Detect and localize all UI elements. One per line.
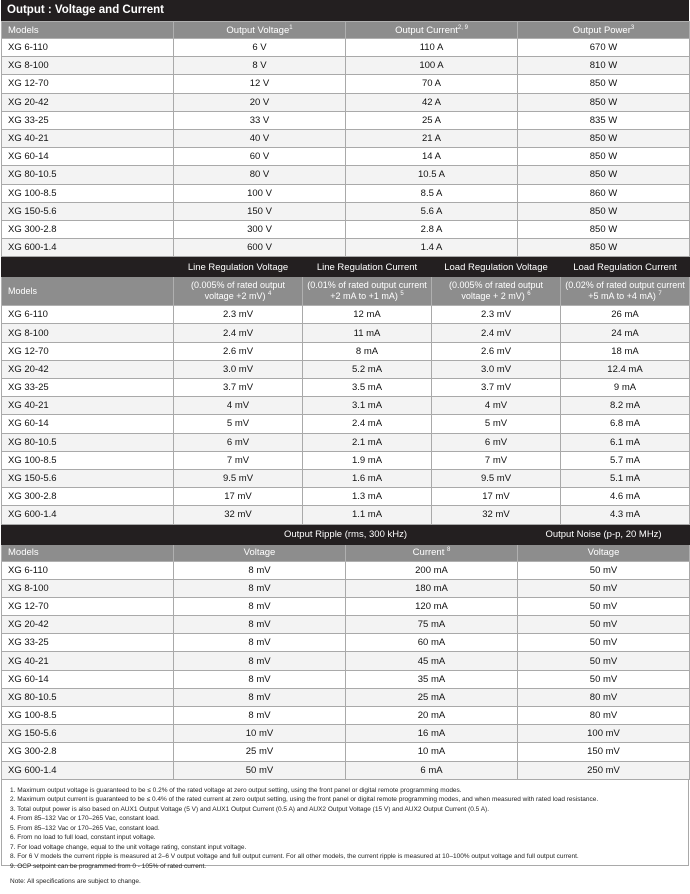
value-cell: 25 mA — [346, 688, 518, 706]
value-cell: 17 mV — [432, 488, 561, 506]
model-name-cell: XG 300-2.8 — [2, 488, 174, 506]
value-cell: 100 V — [174, 184, 346, 202]
model-name-cell: XG 12-70 — [2, 342, 174, 360]
value-cell: 50 mV — [518, 561, 690, 579]
model-name-cell: XG 6-110 — [2, 39, 174, 57]
value-cell: 33 V — [174, 111, 346, 129]
value-cell: 25 A — [346, 111, 518, 129]
model-name-cell: XG 6-110 — [2, 561, 174, 579]
value-cell: 1.3 mA — [303, 488, 432, 506]
value-cell: 835 W — [518, 111, 690, 129]
value-cell: 75 mA — [346, 616, 518, 634]
value-cell: 850 W — [518, 239, 690, 257]
table-row — [2, 761, 690, 779]
footnote: 6. From no load to full load, constant input voltage. — [10, 834, 156, 842]
spec-sheet — [1, 0, 689, 886]
col-header-output-voltage: Output Voltage$^1$ — [174, 22, 346, 39]
value-cell: 2.8 A — [346, 220, 518, 238]
value-cell: 120 mA — [346, 597, 518, 615]
value-cell: 200 mA — [346, 561, 518, 579]
col-header-output-current: Output Current$^{2, 9}$ — [346, 22, 518, 39]
value-cell: 10 mA — [346, 743, 518, 761]
value-cell: 5 mV — [174, 415, 303, 433]
footnote-list — [10, 786, 680, 872]
col-header-line-reg-voltage-spec: (0.005% of rated output voltage +2 mV) $^4$ — [174, 277, 303, 306]
value-cell: 850 W — [518, 93, 690, 111]
col-header-load-reg-voltage-spec: (0.005% of rated output voltage + 2 mV) $^6$ — [432, 277, 561, 306]
model-name-cell: XG 40-21 — [2, 652, 174, 670]
value-cell: 4.3 mA — [561, 506, 690, 524]
value-cell: 12 V — [174, 75, 346, 93]
value-cell: 860 W — [518, 184, 690, 202]
ripple-noise-table — [1, 525, 690, 780]
value-cell: 7 mV — [174, 451, 303, 469]
value-cell: 50 mV — [518, 597, 690, 615]
table-row — [2, 360, 690, 378]
table-header-row — [2, 22, 690, 39]
table-row — [2, 379, 690, 397]
col-header-models: Models — [2, 277, 174, 306]
model-name-cell: XG 60-14 — [2, 670, 174, 688]
value-cell: 8 mV — [174, 670, 346, 688]
value-cell: 850 W — [518, 148, 690, 166]
value-cell: 8.5 A — [346, 184, 518, 202]
model-name-cell: XG 80-10.5 — [2, 688, 174, 706]
value-cell: 50 mV — [518, 670, 690, 688]
model-name-cell: XG 33-25 — [2, 379, 174, 397]
col-header-line-reg-current-spec: (0.01% of rated output current +2 mA to +1 mA) $^5$ — [303, 277, 432, 306]
footnote: 1. Maximum output voltage is guaranteed to be ≤ 0.2% of the rated voltage at zero output setting, using the front panel or digital remote programming modes. — [10, 786, 462, 794]
value-cell: 3.7 mV — [432, 379, 561, 397]
value-cell: 12 mA — [303, 306, 432, 324]
value-cell: 600 V — [174, 239, 346, 257]
value-cell: 8 mV — [174, 688, 346, 706]
table-row — [2, 616, 690, 634]
group-header-output-ripple: Output Ripple (rms, 300 kHz) — [174, 525, 518, 544]
value-cell: 50 mV — [518, 652, 690, 670]
value-cell: 250 mV — [518, 761, 690, 779]
value-cell: 3.0 mV — [432, 360, 561, 378]
value-cell: 24 mA — [561, 324, 690, 342]
value-cell: 5.6 A — [346, 202, 518, 220]
model-name-cell: XG 33-25 — [2, 111, 174, 129]
value-cell: 810 W — [518, 57, 690, 75]
value-cell: 12.4 mA — [561, 360, 690, 378]
table-row — [2, 506, 690, 524]
value-cell: 50 mV — [518, 634, 690, 652]
table-row — [2, 707, 690, 725]
table-row — [2, 324, 690, 342]
footnote: 9. OCP setpoint can be programmed from 0 - 105% of rated current. — [10, 862, 207, 870]
value-cell: 25 mV — [174, 743, 346, 761]
value-cell: 20 V — [174, 93, 346, 111]
value-cell: 10.5 A — [346, 166, 518, 184]
model-name-cell: XG 150-5.6 — [2, 725, 174, 743]
footnote: 3. Total output power is also based on AUX1 Output Voltage (5 V) and AUX1 Output Current (0.5 A) and AUX2 Output Voltage (15 V) and AUX2 Output Current (0.5 A). — [10, 805, 490, 813]
value-cell: 4.6 mA — [561, 488, 690, 506]
model-name-cell: XG 150-5.6 — [2, 469, 174, 487]
model-name-cell: XG 600-1.4 — [2, 761, 174, 779]
value-cell: 300 V — [174, 220, 346, 238]
footnote: 2. Maximum output current is guaranteed to be ≤ 0.4% of the rated current at zero output setting, using the front panel or digital remote programming modes, and when measured with rated load resistance. — [10, 796, 599, 804]
specification-note: Note: All specifications are subject to change. — [10, 878, 141, 886]
table-row — [2, 166, 690, 184]
model-name-cell: XG 40-21 — [2, 397, 174, 415]
value-cell: 21 A — [346, 129, 518, 147]
group-header-line-reg-voltage: Line Regulation Voltage — [174, 258, 303, 277]
value-cell: 26 mA — [561, 306, 690, 324]
value-cell: 32 mV — [174, 506, 303, 524]
value-cell: 4 mV — [432, 397, 561, 415]
value-cell: 60 mA — [346, 634, 518, 652]
value-cell: 6 mV — [432, 433, 561, 451]
model-name-cell: XG 40-21 — [2, 129, 174, 147]
model-name-cell: XG 80-10.5 — [2, 166, 174, 184]
section-title: Output : Voltage and Current — [1, 0, 689, 21]
value-cell: 5.1 mA — [561, 469, 690, 487]
value-cell: 850 W — [518, 166, 690, 184]
value-cell: 80 mV — [518, 707, 690, 725]
value-cell: 3.0 mV — [174, 360, 303, 378]
table-row — [2, 93, 690, 111]
value-cell: 11 mA — [303, 324, 432, 342]
value-cell: 150 V — [174, 202, 346, 220]
col-header-models: Models — [2, 22, 174, 39]
value-cell: 100 A — [346, 57, 518, 75]
model-name-cell: XG 12-70 — [2, 597, 174, 615]
model-name-cell: XG 20-42 — [2, 616, 174, 634]
table-row — [2, 451, 690, 469]
table-row — [2, 184, 690, 202]
value-cell: 3.7 mV — [174, 379, 303, 397]
value-cell: 1.4 A — [346, 239, 518, 257]
value-cell: 6.1 mA — [561, 433, 690, 451]
model-name-cell: XG 300-2.8 — [2, 220, 174, 238]
table-row — [2, 634, 690, 652]
model-name-cell: XG 150-5.6 — [2, 202, 174, 220]
col-header-noise-voltage: Voltage — [518, 544, 690, 561]
value-cell: 9.5 mV — [174, 469, 303, 487]
value-cell: 35 mA — [346, 670, 518, 688]
value-cell: 80 mV — [518, 688, 690, 706]
value-cell: 3.5 mA — [303, 379, 432, 397]
table-row — [2, 597, 690, 615]
table-row — [2, 561, 690, 579]
model-name-cell: XG 60-14 — [2, 415, 174, 433]
group-header-load-reg-current: Load Regulation Current — [561, 258, 690, 277]
col-header-load-reg-current-spec: (0.02% of rated output current +5 mA to +4 mA) $^7$ — [561, 277, 690, 306]
table-row — [2, 239, 690, 257]
value-cell: 670 W — [518, 39, 690, 57]
footnote: 7. For load voltage change, equal to the unit voltage rating, constant input voltage. — [10, 843, 247, 851]
col-header-models: Models — [2, 544, 174, 561]
table-body — [2, 561, 690, 779]
model-name-cell: XG 100-8.5 — [2, 707, 174, 725]
value-cell: 6.8 mA — [561, 415, 690, 433]
value-cell: 42 A — [346, 93, 518, 111]
output-voltage-current-table — [1, 21, 690, 257]
model-name-cell: XG 12-70 — [2, 75, 174, 93]
col-header-output-power: Output Power$^3$ — [518, 22, 690, 39]
table-body — [2, 306, 690, 524]
value-cell: 2.6 mV — [174, 342, 303, 360]
table-row — [2, 415, 690, 433]
value-cell: 18 mA — [561, 342, 690, 360]
value-cell: 9.5 mV — [432, 469, 561, 487]
value-cell: 40 V — [174, 129, 346, 147]
table-row — [2, 725, 690, 743]
col-header-ripple-voltage: Voltage — [174, 544, 346, 561]
value-cell: 20 mA — [346, 707, 518, 725]
model-name-cell: XG 300-2.8 — [2, 743, 174, 761]
table-row — [2, 75, 690, 93]
value-cell: 45 mA — [346, 652, 518, 670]
model-name-cell: XG 80-10.5 — [2, 433, 174, 451]
value-cell: 2.4 mA — [303, 415, 432, 433]
model-name-cell: XG 100-8.5 — [2, 451, 174, 469]
value-cell: 180 mA — [346, 579, 518, 597]
value-cell: 850 W — [518, 202, 690, 220]
value-cell: 850 W — [518, 220, 690, 238]
table-row — [2, 397, 690, 415]
regulation-table — [1, 257, 690, 524]
value-cell: 8 mV — [174, 707, 346, 725]
value-cell: 8 mV — [174, 652, 346, 670]
group-header-line-reg-current: Line Regulation Current — [303, 258, 432, 277]
value-cell: 8 mA — [303, 342, 432, 360]
footnote: 4. From 85–132 Vac or 170–265 Vac, constant load. — [10, 815, 160, 823]
table-row — [2, 743, 690, 761]
table-row — [2, 688, 690, 706]
model-name-cell: XG 8-100 — [2, 579, 174, 597]
table-row — [2, 469, 690, 487]
table-row — [2, 488, 690, 506]
group-header-row — [2, 258, 690, 277]
value-cell: 5 mV — [432, 415, 561, 433]
group-header-blank — [2, 525, 174, 544]
value-cell: 8 V — [174, 57, 346, 75]
value-cell: 6 V — [174, 39, 346, 57]
table-row — [2, 129, 690, 147]
value-cell: 850 W — [518, 129, 690, 147]
table-row — [2, 306, 690, 324]
value-cell: 1.6 mA — [303, 469, 432, 487]
table-row — [2, 342, 690, 360]
model-name-cell: XG 100-8.5 — [2, 184, 174, 202]
model-name-cell: XG 600-1.4 — [2, 506, 174, 524]
value-cell: 3.1 mA — [303, 397, 432, 415]
value-cell: 150 mV — [518, 743, 690, 761]
value-cell: 7 mV — [432, 451, 561, 469]
value-cell: 2.4 mV — [432, 324, 561, 342]
group-header-load-reg-voltage: Load Regulation Voltage — [432, 258, 561, 277]
table-row — [2, 220, 690, 238]
table-body — [2, 39, 690, 257]
value-cell: 2.1 mA — [303, 433, 432, 451]
value-cell: 60 V — [174, 148, 346, 166]
table-row — [2, 39, 690, 57]
value-cell: 1.9 mA — [303, 451, 432, 469]
value-cell: 50 mV — [518, 616, 690, 634]
value-cell: 9 mA — [561, 379, 690, 397]
table-row — [2, 57, 690, 75]
value-cell: 6 mA — [346, 761, 518, 779]
value-cell: 8 mV — [174, 597, 346, 615]
table-row — [2, 202, 690, 220]
table-header-row — [2, 277, 690, 306]
col-header-ripple-current: Current $^8$ — [346, 544, 518, 561]
table-row — [2, 433, 690, 451]
value-cell: 2.3 mV — [174, 306, 303, 324]
table-row — [2, 111, 690, 129]
value-cell: 2.4 mV — [174, 324, 303, 342]
model-name-cell: XG 20-42 — [2, 93, 174, 111]
model-name-cell: XG 20-42 — [2, 360, 174, 378]
value-cell: 8.2 mA — [561, 397, 690, 415]
model-name-cell: XG 33-25 — [2, 634, 174, 652]
model-name-cell: XG 8-100 — [2, 324, 174, 342]
value-cell: 32 mV — [432, 506, 561, 524]
footnotes — [1, 780, 689, 886]
value-cell: 5.7 mA — [561, 451, 690, 469]
value-cell: 6 mV — [174, 433, 303, 451]
footnote: 5. From 85–132 Vac or 170–265 Vac, constant load. — [10, 824, 160, 832]
value-cell: 70 A — [346, 75, 518, 93]
value-cell: 2.3 mV — [432, 306, 561, 324]
model-name-cell: XG 6-110 — [2, 306, 174, 324]
table-header-row — [2, 544, 690, 561]
value-cell: 10 mV — [174, 725, 346, 743]
model-name-cell: XG 600-1.4 — [2, 239, 174, 257]
table-row — [2, 579, 690, 597]
value-cell: 8 mV — [174, 561, 346, 579]
table-row — [2, 148, 690, 166]
group-header-row — [2, 525, 690, 544]
model-name-cell: XG 8-100 — [2, 57, 174, 75]
value-cell: 850 W — [518, 75, 690, 93]
value-cell: 50 mV — [174, 761, 346, 779]
footnote: 8. For 6 V models the current ripple is measured at 2–6 V output voltage and full output current. For all other models, the current ripple is measured at 10–100% output voltage and full output current. — [10, 853, 579, 861]
value-cell: 14 A — [346, 148, 518, 166]
table-row — [2, 670, 690, 688]
value-cell: 8 mV — [174, 634, 346, 652]
value-cell: 100 mV — [518, 725, 690, 743]
group-header-output-noise: Output Noise (p-p, 20 MHz) — [518, 525, 690, 544]
group-header-blank — [2, 258, 174, 277]
value-cell: 4 mV — [174, 397, 303, 415]
value-cell: 16 mA — [346, 725, 518, 743]
model-name-cell: XG 60-14 — [2, 148, 174, 166]
table-row — [2, 652, 690, 670]
value-cell: 1.1 mA — [303, 506, 432, 524]
value-cell: 5.2 mA — [303, 360, 432, 378]
value-cell: 110 A — [346, 39, 518, 57]
value-cell: 8 mV — [174, 616, 346, 634]
value-cell: 17 mV — [174, 488, 303, 506]
value-cell: 80 V — [174, 166, 346, 184]
value-cell: 50 mV — [518, 579, 690, 597]
value-cell: 8 mV — [174, 579, 346, 597]
value-cell: 2.6 mV — [432, 342, 561, 360]
